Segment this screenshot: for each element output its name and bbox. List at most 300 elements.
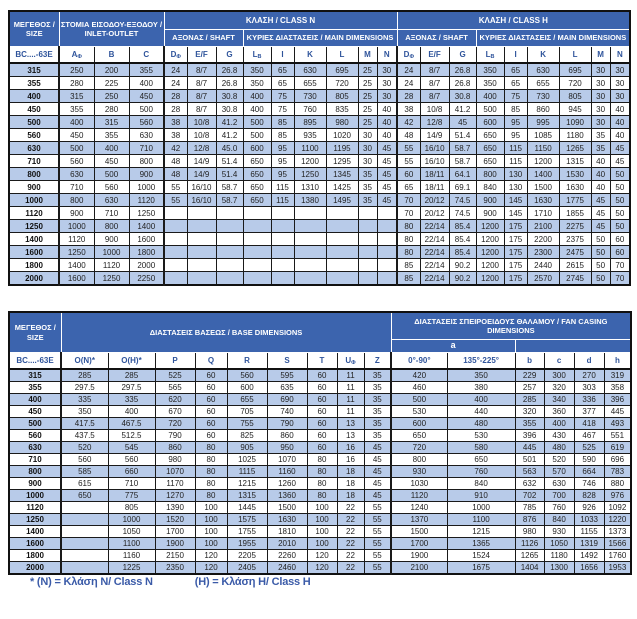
value-cell: 570 [544,466,574,478]
value-cell: 445 [604,406,631,418]
value-cell: 229 [515,369,544,382]
value-cell: 620 [155,394,195,406]
column-letter: L [326,47,358,64]
value-cell: 1600 [129,233,164,246]
value-cell: 635 [267,382,307,394]
value-cell: 22/14 [420,259,449,272]
value-cell: 30 [358,129,377,142]
value-cell: 530 [391,406,447,418]
value-cell: 350 [243,77,271,90]
column-letter: O(H)* [108,353,155,370]
value-cell: 664 [574,466,604,478]
value-cell: 710 [129,142,164,155]
value-cell: 1200 [294,155,326,168]
value-cell: 320 [515,406,544,418]
table-row [9,220,630,233]
value-cell: 632 [515,478,544,490]
value-cell: 100 [307,502,337,514]
value-cell: 30.8 [216,103,243,116]
value-cell: 1085 [527,129,559,142]
column-letter: 0°-90° [391,353,447,370]
value-cell: 60 [610,246,630,259]
value-cell: 40 [591,168,610,181]
value-cell: 418 [574,418,604,430]
column-letter: R [227,353,267,370]
value-cell: 377 [574,406,604,418]
value-cell: 1215 [227,478,267,490]
value-cell [243,220,271,233]
value-cell: 2375 [559,233,591,246]
model-code: BC....-63E [9,353,61,370]
value-cell [326,246,358,259]
value-cell: 74.5 [449,194,476,207]
table-row [9,490,631,502]
shaft-header-h: ΑΞΟΝΑΣ / SHAFT [397,30,476,47]
value-cell: 120 [195,550,227,562]
value-cell: 11 [337,369,364,382]
value-cell: 20/12 [420,194,449,207]
value-cell: 58.7 [449,155,476,168]
value-cell [187,246,216,259]
value-cell: 69.1 [449,181,476,194]
value-cell: 2250 [129,272,164,286]
value-cell [326,220,358,233]
value-cell: 1200 [476,272,504,286]
value-cell: 50 [591,246,610,259]
value-cell: 18/11 [420,181,449,194]
value-cell: 1900 [155,538,195,550]
value-cell: 55 [164,194,187,207]
value-cell: 80 [397,233,420,246]
value-cell: 1000 [129,181,164,194]
value-cell: 560 [129,116,164,129]
value-cell: 655 [227,394,267,406]
value-cell: 585 [61,466,108,478]
value-cell: 8/7 [420,63,449,77]
size-cell: 500 [9,116,59,129]
value-cell: 615 [61,478,108,490]
value-cell: 355 [515,418,544,430]
value-cell: 650 [447,454,515,466]
table-row [9,116,630,129]
value-cell [216,272,243,286]
value-cell: 1755 [227,526,267,538]
value-cell [243,272,271,286]
value-cell: 2260 [267,550,307,562]
value-cell: 45 [364,478,391,490]
value-cell: 1200 [476,220,504,233]
value-cell: 25 [358,116,377,129]
value-cell: 1373 [604,526,631,538]
value-cell: 1090 [559,116,591,129]
value-cell: 1500 [391,526,447,538]
value-cell: 22 [337,538,364,550]
value-cell: 130 [504,181,527,194]
value-cell: 38 [164,116,187,129]
value-cell: 350 [476,77,504,90]
value-cell [271,220,294,233]
value-cell: 55 [364,538,391,550]
value-cell: 720 [391,442,447,454]
value-cell: 2440 [527,259,559,272]
value-cell: 26.8 [449,63,476,77]
value-cell: 50 [591,272,610,286]
value-cell: 11 [337,394,364,406]
value-cell: 800 [129,155,164,168]
value-cell: 270 [574,369,604,382]
value-cell: 45 [591,207,610,220]
size-cell: 1600 [9,538,61,550]
value-cell [61,502,108,514]
value-cell: 1265 [515,550,544,562]
value-cell: 655 [527,77,559,90]
value-cell: 60 [195,406,227,418]
value-cell: 565 [155,382,195,394]
value-cell: 75 [271,90,294,103]
value-cell: 1160 [108,550,155,562]
value-cell [61,514,108,526]
value-cell: 400 [108,406,155,418]
value-cell: 1524 [447,550,515,562]
value-cell [216,246,243,259]
value-cell: 380 [447,382,515,394]
value-cell: 760 [294,103,326,116]
value-cell: 70 [610,272,630,286]
value-cell: 55 [364,514,391,526]
table-row [9,550,631,562]
value-cell: 42 [397,116,420,129]
value-cell: 24 [164,77,187,90]
value-cell: 297.5 [61,382,108,394]
value-cell: 705 [227,406,267,418]
value-cell: 1370 [391,514,447,526]
value-cell: 315 [94,116,129,129]
value-cell: 22/14 [420,220,449,233]
value-cell: 95 [504,116,527,129]
column-letter: $D_\Phi$ [164,47,187,64]
value-cell: 8/7 [420,77,449,90]
size-cell: 315 [9,369,61,382]
value-cell: 280 [94,103,129,116]
value-cell: 58.7 [216,194,243,207]
value-cell: 45 [364,466,391,478]
value-cell: 1000 [94,246,129,259]
main-dimensions-header-n: ΚΥΡΙΕΣ ΔΙΑΣΤΑΣΕΙΣ / MAIN DIMENSIONS [243,30,397,47]
value-cell: 285 [515,394,544,406]
value-cell: 60 [195,394,227,406]
value-cell: 80 [195,454,227,466]
value-cell: 560 [108,454,155,466]
table-row [9,142,630,155]
value-cell: 930 [391,466,447,478]
value-cell [377,207,397,220]
value-cell: 1120 [129,194,164,207]
value-cell: 50 [610,168,630,181]
value-cell: 783 [604,466,631,478]
value-cell: 2300 [527,246,559,259]
value-cell: 720 [559,77,591,90]
value-cell: 2150 [155,550,195,562]
value-cell [216,220,243,233]
value-cell [294,272,326,286]
value-cell: 619 [604,442,631,454]
value-cell: 358 [604,382,631,394]
value-cell: 100 [195,514,227,526]
value-cell: 2100 [527,220,559,233]
value-cell: 257 [515,382,544,394]
value-cell: 65 [271,77,294,90]
value-cell: 1600 [59,272,94,286]
value-cell [187,259,216,272]
size-cell: 1120 [9,502,61,514]
column-letter: I [504,47,527,64]
value-cell: 600 [476,116,504,129]
table-row [9,394,631,406]
value-cell: 650 [243,194,271,207]
value-cell: 55 [397,142,420,155]
value-cell: 35 [364,406,391,418]
value-cell: 130 [504,168,527,181]
value-cell: 60 [195,418,227,430]
value-cell: 100 [307,538,337,550]
value-cell: 746 [574,478,604,490]
table-row [9,77,630,90]
value-cell: 480 [447,418,515,430]
value-cell [271,207,294,220]
value-cell: 1195 [326,142,358,155]
value-cell: 80 [195,490,227,502]
table-row [9,382,631,394]
value-cell: 755 [227,418,267,430]
value-cell: 1365 [447,538,515,550]
value-cell: 18 [337,490,364,502]
size-cell: 900 [9,478,61,490]
value-cell: 51.4 [216,155,243,168]
value-cell: 520 [544,454,574,466]
value-cell: 80 [397,220,420,233]
main-dimensions-header-h: ΚΥΡΙΕΣ ΔΙΑΣΤΑΣΕΙΣ / MAIN DIMENSIONS [476,30,630,47]
value-cell: 1200 [476,246,504,259]
value-cell: 45 [377,168,397,181]
size-cell: 450 [9,103,59,116]
size-cell: 1250 [9,514,61,526]
value-cell: 1630 [559,181,591,194]
table-row [9,478,631,490]
value-cell: 945 [559,103,591,116]
value-cell: 35 [364,430,391,442]
value-cell: 1575 [227,514,267,526]
table-row [9,406,631,418]
size-header: ΜΕΓΕΘΟΣ / SIZE [9,11,59,47]
size-cell: 1000 [9,194,59,207]
value-cell: 1050 [108,526,155,538]
value-cell [271,246,294,259]
value-cell: 730 [527,90,559,103]
value-cell: 650 [476,129,504,142]
value-cell: 30.8 [449,90,476,103]
value-cell: 60 [307,442,337,454]
value-cell: 710 [94,207,129,220]
value-cell: 26.8 [216,63,243,77]
value-cell: 1500 [267,502,307,514]
size-cell: 450 [9,406,61,418]
value-cell: 1315 [227,490,267,502]
value-cell: 1760 [604,550,631,562]
value-cell: 41.2 [216,129,243,142]
column-letter: I [271,47,294,64]
value-cell: 25 [358,77,377,90]
value-cell: 551 [604,430,631,442]
value-cell: 22 [337,526,364,538]
value-cell: 30 [610,63,630,77]
value-cell: 45 [377,181,397,194]
value-cell: 120 [195,562,227,575]
column-letter: N [610,47,630,64]
value-cell: 300 [544,369,574,382]
size-cell: 630 [9,442,61,454]
value-cell [377,220,397,233]
value-cell: 25 [358,63,377,77]
value-cell: 500 [129,103,164,116]
table-row [9,538,631,550]
value-cell: 55 [364,562,391,575]
value-cell: 350 [447,369,515,382]
table-row [9,246,630,259]
value-cell: 630 [544,478,574,490]
value-cell: 1810 [267,526,307,538]
value-cell: 655 [294,77,326,90]
value-cell: 1953 [604,562,631,575]
value-cell: 790 [267,418,307,430]
value-cell: 42 [164,142,187,155]
value-cell: 38 [164,129,187,142]
value-cell: 545 [108,442,155,454]
value-cell: 10/8 [420,103,449,116]
value-cell: 350 [476,63,504,77]
value-cell: 445 [515,442,544,454]
value-cell: 25 [358,103,377,116]
value-cell: 16 [337,454,364,466]
value-cell: 45 [377,194,397,207]
value-cell [243,259,271,272]
value-cell: 935 [294,129,326,142]
value-cell: 8/7 [420,90,449,103]
value-cell: 48 [164,155,187,168]
value-cell: 467.5 [108,418,155,430]
value-cell: 145 [504,194,527,207]
table-row [9,103,630,116]
value-cell: 1180 [544,550,574,562]
value-cell [294,220,326,233]
value-cell: 1300 [544,562,574,575]
value-cell: 45.0 [216,142,243,155]
value-cell: 350 [61,406,108,418]
value-cell: 760 [544,502,574,514]
value-cell: 760 [447,466,515,478]
value-cell: 630 [527,63,559,77]
value-cell [294,233,326,246]
value-cell: 355 [94,129,129,142]
value-cell: 80 [307,490,337,502]
value-cell: 417.5 [61,418,108,430]
value-cell: 28 [164,90,187,103]
value-cell: 900 [94,233,129,246]
value-cell: 630 [129,129,164,142]
value-cell: 500 [476,103,504,116]
value-cell: 95 [271,168,294,181]
size-cell: 2000 [9,562,61,575]
value-cell: 45 [364,490,391,502]
value-cell: 493 [604,418,631,430]
value-cell: 900 [129,168,164,181]
value-cell: 910 [447,490,515,502]
column-letter: E/F [420,47,449,64]
value-cell: 900 [476,207,504,220]
value-cell: 14/9 [187,168,216,181]
value-cell: 460 [391,382,447,394]
value-cell: 175 [504,259,527,272]
value-cell: 30 [377,63,397,77]
value-cell: 805 [326,90,358,103]
value-cell [326,259,358,272]
value-cell: 1400 [129,220,164,233]
value-cell: 60 [307,382,337,394]
table-row [9,526,631,538]
table-row [9,129,630,142]
value-cell: 30 [610,77,630,90]
value-cell: 1675 [447,562,515,575]
column-letter: C [129,47,164,64]
column-letter: M [591,47,610,64]
value-cell: 480 [544,442,574,454]
size-cell: 800 [9,466,61,478]
value-cell: 45 [364,442,391,454]
value-cell: 16/10 [187,194,216,207]
column-letter: L [559,47,591,64]
value-cell: 563 [515,466,544,478]
value-cell [187,207,216,220]
value-cell: 450 [129,90,164,103]
value-cell: 26.8 [449,77,476,90]
value-cell: 16/10 [420,142,449,155]
value-cell: 35 [364,394,391,406]
value-cell [271,272,294,286]
value-cell: 400 [243,103,271,116]
value-cell: 30 [358,155,377,168]
value-cell: 1310 [294,181,326,194]
column-letter: $U_\Phi$ [337,353,364,370]
value-cell: 900 [59,207,94,220]
value-cell [358,233,377,246]
value-cell: 40 [610,116,630,129]
value-cell: 18 [337,478,364,490]
value-cell [294,246,326,259]
value-cell: 60 [307,418,337,430]
value-cell: 60 [307,406,337,418]
value-cell: 2350 [155,562,195,575]
value-cell: 55 [364,526,391,538]
inlet-outlet-header: ΣΤΟΜΙΑ ΕΙΣΟΔΟΥ-ΕΞΟΔΟΥ / INLET-OUTLET [59,11,164,47]
value-cell: 280 [59,77,94,90]
size-cell: 1600 [9,246,59,259]
column-letter: Z [364,353,391,370]
table-row [9,442,631,454]
value-cell: 85 [397,272,420,286]
size-cell: 1400 [9,526,61,538]
value-cell: 720 [155,418,195,430]
class-h-header: ΚΛΑΣΗ / CLASS H [397,11,630,30]
value-cell: 1566 [604,538,631,550]
